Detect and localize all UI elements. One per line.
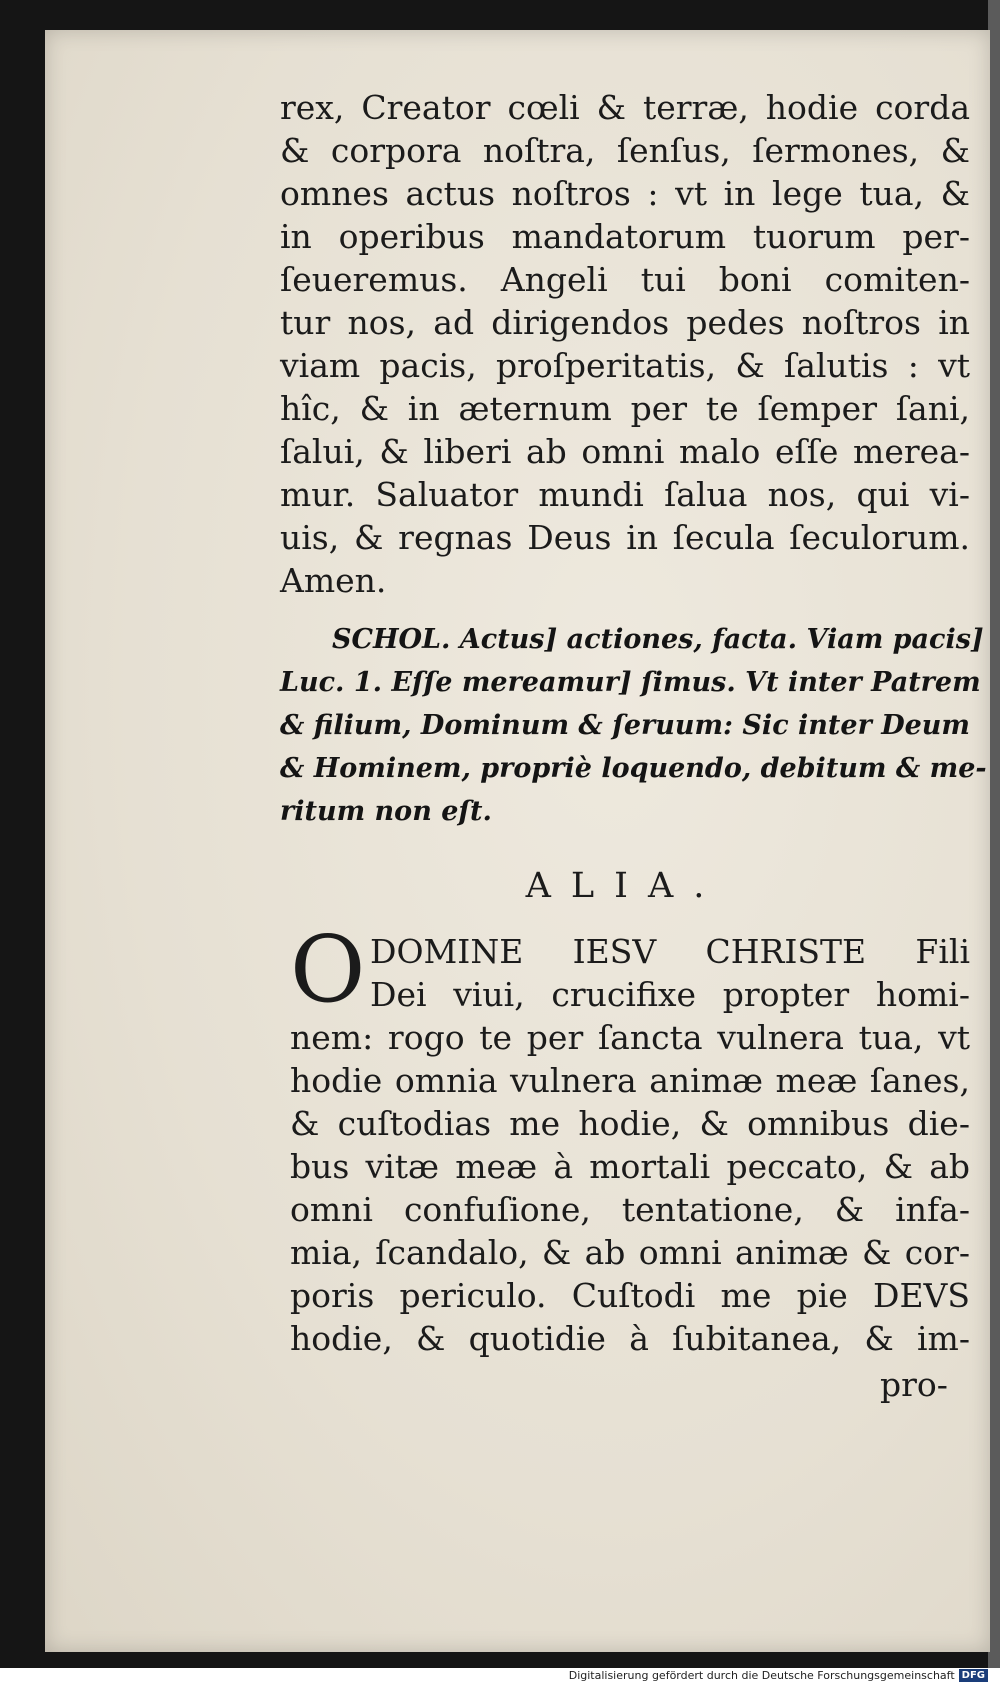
text-line: hîc, & in æternum per te ſemper ſani, [280, 389, 970, 428]
scholia-line: & Hominem, propriè loquendo, debitum & me- [280, 753, 987, 784]
prayer-line: omni confuſione, tentatione, & infa- [290, 1190, 970, 1229]
prayer-line: hodie, & quotidie à ſubitanea, & im- [290, 1319, 970, 1358]
prayer-text [290, 916, 970, 1360]
footer-credit [569, 1669, 988, 1682]
text-line: in operibus mandatorum tuorum per- [280, 217, 970, 256]
scholia-line: SCHOL. Actus] actiones, facta. Viam pacis] [332, 624, 984, 655]
text-line: & corpora noſtra, ſenſus, ſermones, & [280, 131, 970, 170]
scholia [280, 618, 987, 833]
text-line: ſeueremus. Angeli tui boni comiten- [280, 260, 970, 299]
text-line: uis, & regnas Deus in ſecula ſeculorum. [280, 518, 970, 557]
drop-cap: O [290, 916, 366, 1023]
scholia-line: & filium, Dominum & ſeruum: Sic inter Deum [280, 710, 970, 741]
section-heading: ALIA. [525, 866, 725, 906]
prayer-line: Dei viui, crucifixe propter homi- [370, 975, 970, 1014]
prayer-line: mia, ſcandalo, & ab omni animæ & cor- [290, 1233, 970, 1272]
prayer-line: poris periculo. Cuſtodi me pie DEVS [290, 1276, 970, 1315]
catchword: pro- [880, 1365, 948, 1404]
prayer-line: DOMINE IESV CHRISTE Fili [370, 932, 970, 971]
text-line: rex, Creator cœli & terræ, hodie corda [280, 88, 970, 127]
text-line: omnes actus noſtros : vt in lege tua, & [280, 174, 970, 213]
main-text [280, 86, 970, 602]
footer-text: Digitalisierung gefördert durch die Deutsche Forschungsgemeinschaft [568, 1669, 955, 1682]
prayer-line: bus vitæ meæ à mortali peccato, & ab [290, 1147, 970, 1186]
dfg-logo: DFG [959, 1669, 988, 1682]
prayer-line: & cuſtodias me hodie, & omnibus die- [290, 1104, 970, 1143]
text-line: Amen. [280, 561, 387, 600]
text-line: tur nos, ad dirigendos pedes noſtros in [280, 303, 970, 342]
scholia-line: Luc. 1. Eſſe mereamur] ſimus. Vt inter Patrem [280, 667, 981, 698]
text-line: viam pacis, proſperitatis, & ſalutis : vt [280, 346, 970, 385]
prayer-line: hodie omnia vulnera animæ meæ ſanes, [290, 1061, 970, 1100]
text-line: mur. Saluator mundi ſalua nos, qui vi- [280, 475, 970, 514]
text-line: ſalui, & liberi ab omni malo eſſe merea- [280, 432, 970, 471]
scholia-line: ritum non eſt. [280, 796, 492, 827]
prayer-line: nem: rogo te per ſancta vulnera tua, vt [290, 1018, 970, 1057]
